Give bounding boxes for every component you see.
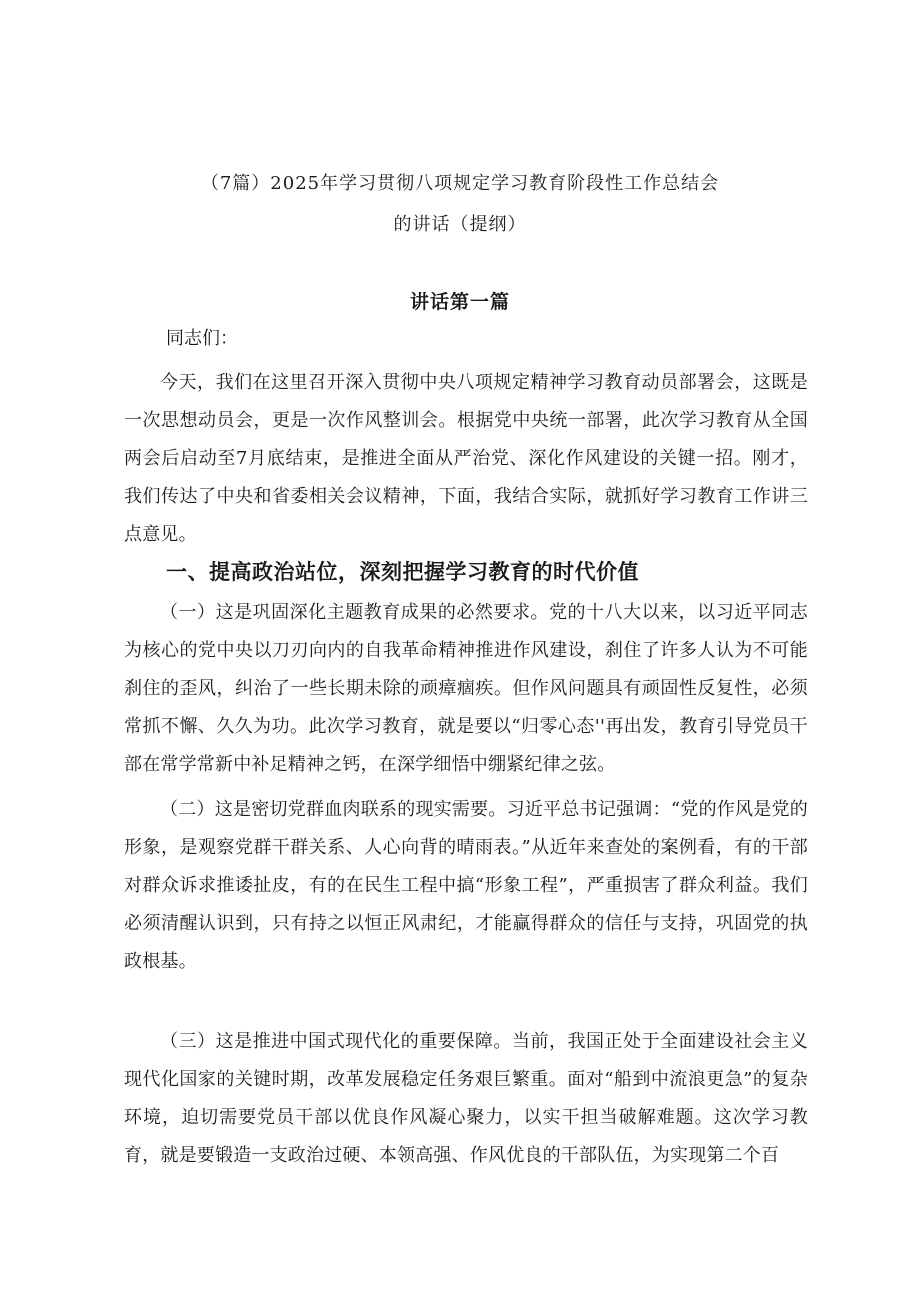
paragraph-point-2 [124, 791, 808, 981]
section-title: 讲话第一篇 [409, 291, 510, 313]
paragraph-point-1 [124, 594, 808, 784]
paragraph-point-3 [124, 1023, 808, 1175]
paragraph-text: 今天，我们在这里召开深入贯彻中央八项规定精神学习教育动员部署会，这既是一次思想动员会，更是一次作风整训会。根据党中央统一部署，此次学习教育从全国两会后启动至7月底结束，是推进全面从严治党、深化作风建设的关键一招。刚才，我们传达了中央和省委相关会议精神，下面，我结合实际，就抓好学习教育工作讲三点意见。 [124, 372, 808, 545]
paragraph-text: （一）这是巩固深化主题教育成果的必然要求。党的十八大以来，以习近平同志为核心的党中央以刀刃向内的自我革命精神推进作风建设，刹住了许多人认为不可能刹住的歪风，纠治了一些长期未除的顽瘴痼疾。但作风问题具有顽固性反复性，必须常抓不懈、久久为功。此次学习教育，就是要以“归零心态''再出发，教育引导党员干部在常学常新中补足精神之钙，在深学细悟中绷紧纪律之弦。 [124, 602, 808, 775]
paragraph-text: （三）这是推进中国式现代化的重要保障。当前，我国正处于全面建设社会主义现代化国家的关键时期，改革发展稳定任务艰巨繁重。面对“船到中流浪更急”的复杂环境，迫切需要党员干部以优良作风凝心聚力，以实干担当破解难题。这次学习教育，就是要锻造一支政治过硬、本领高强、作风优良的干部队伍，为实现第二个百 [124, 1031, 808, 1166]
document-title-line-1: （7篇）2025年学习贯彻八项规定学习教育阶段性工作总结会 [200, 173, 720, 194]
document-title-line-2: 的讲话（提纲） [393, 214, 527, 235]
paragraph-intro [124, 364, 808, 554]
heading-section-1: 一、提高政治站位，深刻把握学习教育的时代价值 [166, 560, 639, 584]
salutation: 同志们： [166, 328, 238, 349]
paragraph-text: （二）这是密切党群血肉联系的现实需要。习近平总书记强调：“党的作风是党的形象，是观察党群干群关系、人心向背的晴雨表。”从近年来查处的案例看，有的干部对群众诉求推诿扯皮，有的在民生工程中搞“形象工程”，严重损害了群众利益。我们必须清醒认识到，只有持之以恒正风肃纪，才能赢得群众的信任与支持，巩固党的执政根基。 [124, 799, 808, 972]
